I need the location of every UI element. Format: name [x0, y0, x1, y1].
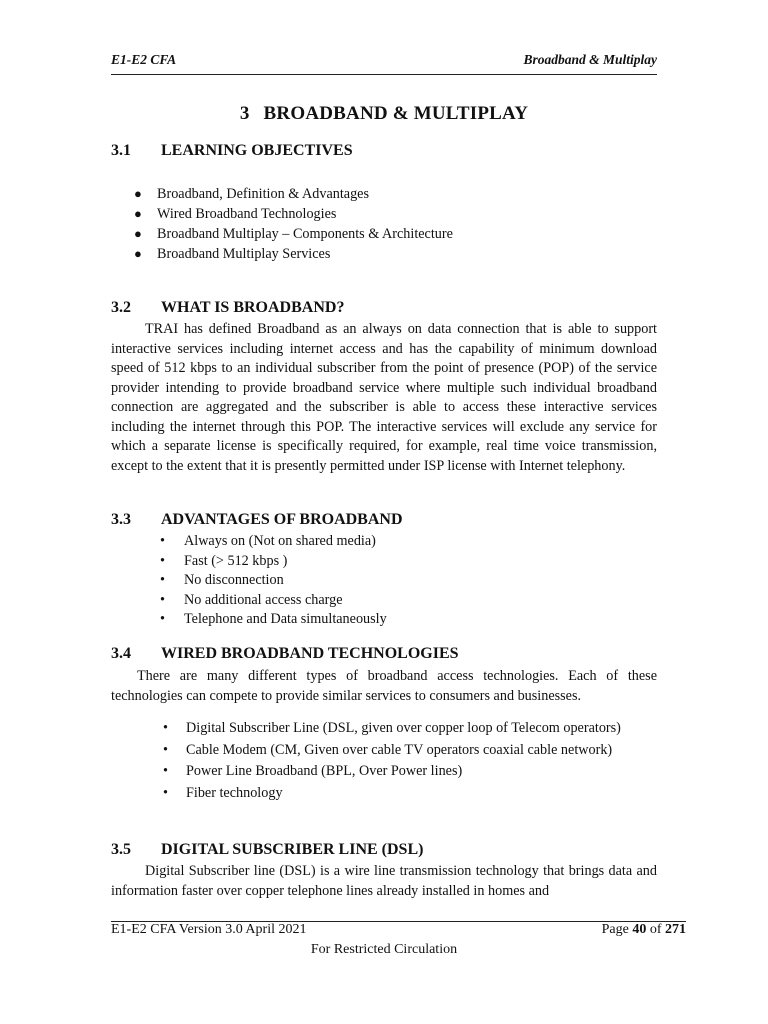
bullet-icon: •: [160, 552, 165, 569]
bullet-icon: •: [160, 533, 165, 549]
bullet-icon: •: [160, 611, 165, 628]
section-body-3-5: [111, 862, 657, 901]
list-item: ● Broadband, Definition & Advantages: [134, 186, 369, 202]
bullet-icon: ●: [134, 226, 142, 241]
section-number: 3.4: [111, 645, 131, 662]
section-heading-3-4: [111, 645, 459, 663]
section-heading-3-1: [111, 142, 353, 160]
bullet-icon: ●: [134, 186, 142, 201]
chapter-number: 3: [239, 103, 250, 124]
list-item: ● Wired Broadband Technologies: [134, 206, 337, 222]
paragraph: Digital Subscriber line (DSL) is a wire line transmission technology that brings data and information faster over copper telephone lines already installed in homes and: [111, 863, 657, 899]
list-item: • Power Line Broadband (BPL, Over Power lines): [163, 761, 658, 783]
list-item: • Digital Subscriber Line (DSL, given over copper loop of Telecom operators): [163, 718, 658, 740]
bullet-icon: •: [163, 763, 168, 779]
section-body-3-4: [111, 667, 657, 706]
list-item: • No disconnection: [160, 571, 387, 591]
bullet-icon: •: [163, 720, 168, 736]
section-heading-3-3: [111, 511, 403, 529]
list-item: • Fiber technology: [163, 783, 658, 805]
section-number: 3.5: [111, 841, 131, 858]
chapter-title-text: BROADBAND & MULTIPLAY: [263, 103, 529, 124]
chapter-title: [0, 103, 768, 125]
section-title: LEARNING OBJECTIVES: [161, 142, 353, 159]
paragraph: There are many different types of broadband access technologies. Each of these technologies can compete to provide similar services to consumers and businesses.: [111, 668, 657, 704]
list-item: ● Broadband Multiplay Services: [134, 246, 331, 262]
section-title: WHAT IS BROADBAND?: [161, 299, 345, 316]
list-item: • Telephone and Data simultaneously: [160, 610, 387, 630]
page-number: Page 40 of 271: [601, 922, 686, 937]
section-title: DIGITAL SUBSCRIBER LINE (DSL): [161, 841, 424, 858]
bullet-icon: ●: [134, 206, 142, 221]
list-item: • Cable Modem (CM, Given over cable TV operators coaxial cable network): [163, 740, 658, 762]
list-item: • Always on (Not on shared media): [160, 532, 387, 552]
section-number: 3.3: [111, 511, 131, 528]
header-rule: [111, 74, 657, 75]
bullet-icon: •: [160, 572, 165, 589]
section-number: 3.1: [111, 142, 131, 159]
bullet-icon: ●: [134, 246, 142, 261]
advantages-list: [160, 532, 387, 630]
section-number: 3.2: [111, 299, 131, 316]
technologies-list: [163, 718, 658, 804]
list-item: ● Broadband Multiplay – Components & Architecture: [134, 226, 453, 242]
bullet-icon: •: [163, 784, 168, 801]
section-title: WIRED BROADBAND TECHNOLOGIES: [161, 645, 459, 662]
paragraph: TRAI has defined Broadband as an always on data connection that is able to support interactive services including internet access and has the capability of minimum download speed of 512 kbps to an individual subscriber from the point of presence (POP) of the service provider intending to provide broadband service where multiple such individual broadband connection are aggregated and the subscriber is able to access these interactive services including the internet through this POP. The interactive services will exclude any service for which a separate license is specifically required, for example, real time voice transmission, except to the extent that it is presently permitted under ISP license with Internet telephony.: [111, 321, 657, 474]
objectives-list: [131, 184, 453, 264]
bullet-icon: •: [163, 741, 168, 758]
list-item: • Fast (> 512 kbps ): [160, 552, 387, 572]
section-heading-3-5: [111, 841, 423, 859]
section-body-3-2: [111, 320, 657, 476]
header-right: Broadband & Multiplay: [523, 52, 657, 67]
section-title: ADVANTAGES OF BROADBAND: [161, 511, 403, 528]
bullet-icon: •: [160, 591, 165, 608]
section-heading-3-2: [111, 299, 344, 317]
footer-left: E1-E2 CFA Version 3.0 April 2021: [111, 922, 307, 937]
footer-center: For Restricted Circulation: [310, 942, 458, 957]
header-left: E1-E2 CFA: [111, 52, 177, 67]
list-item: • No additional access charge: [160, 591, 387, 611]
running-header: [111, 52, 657, 72]
